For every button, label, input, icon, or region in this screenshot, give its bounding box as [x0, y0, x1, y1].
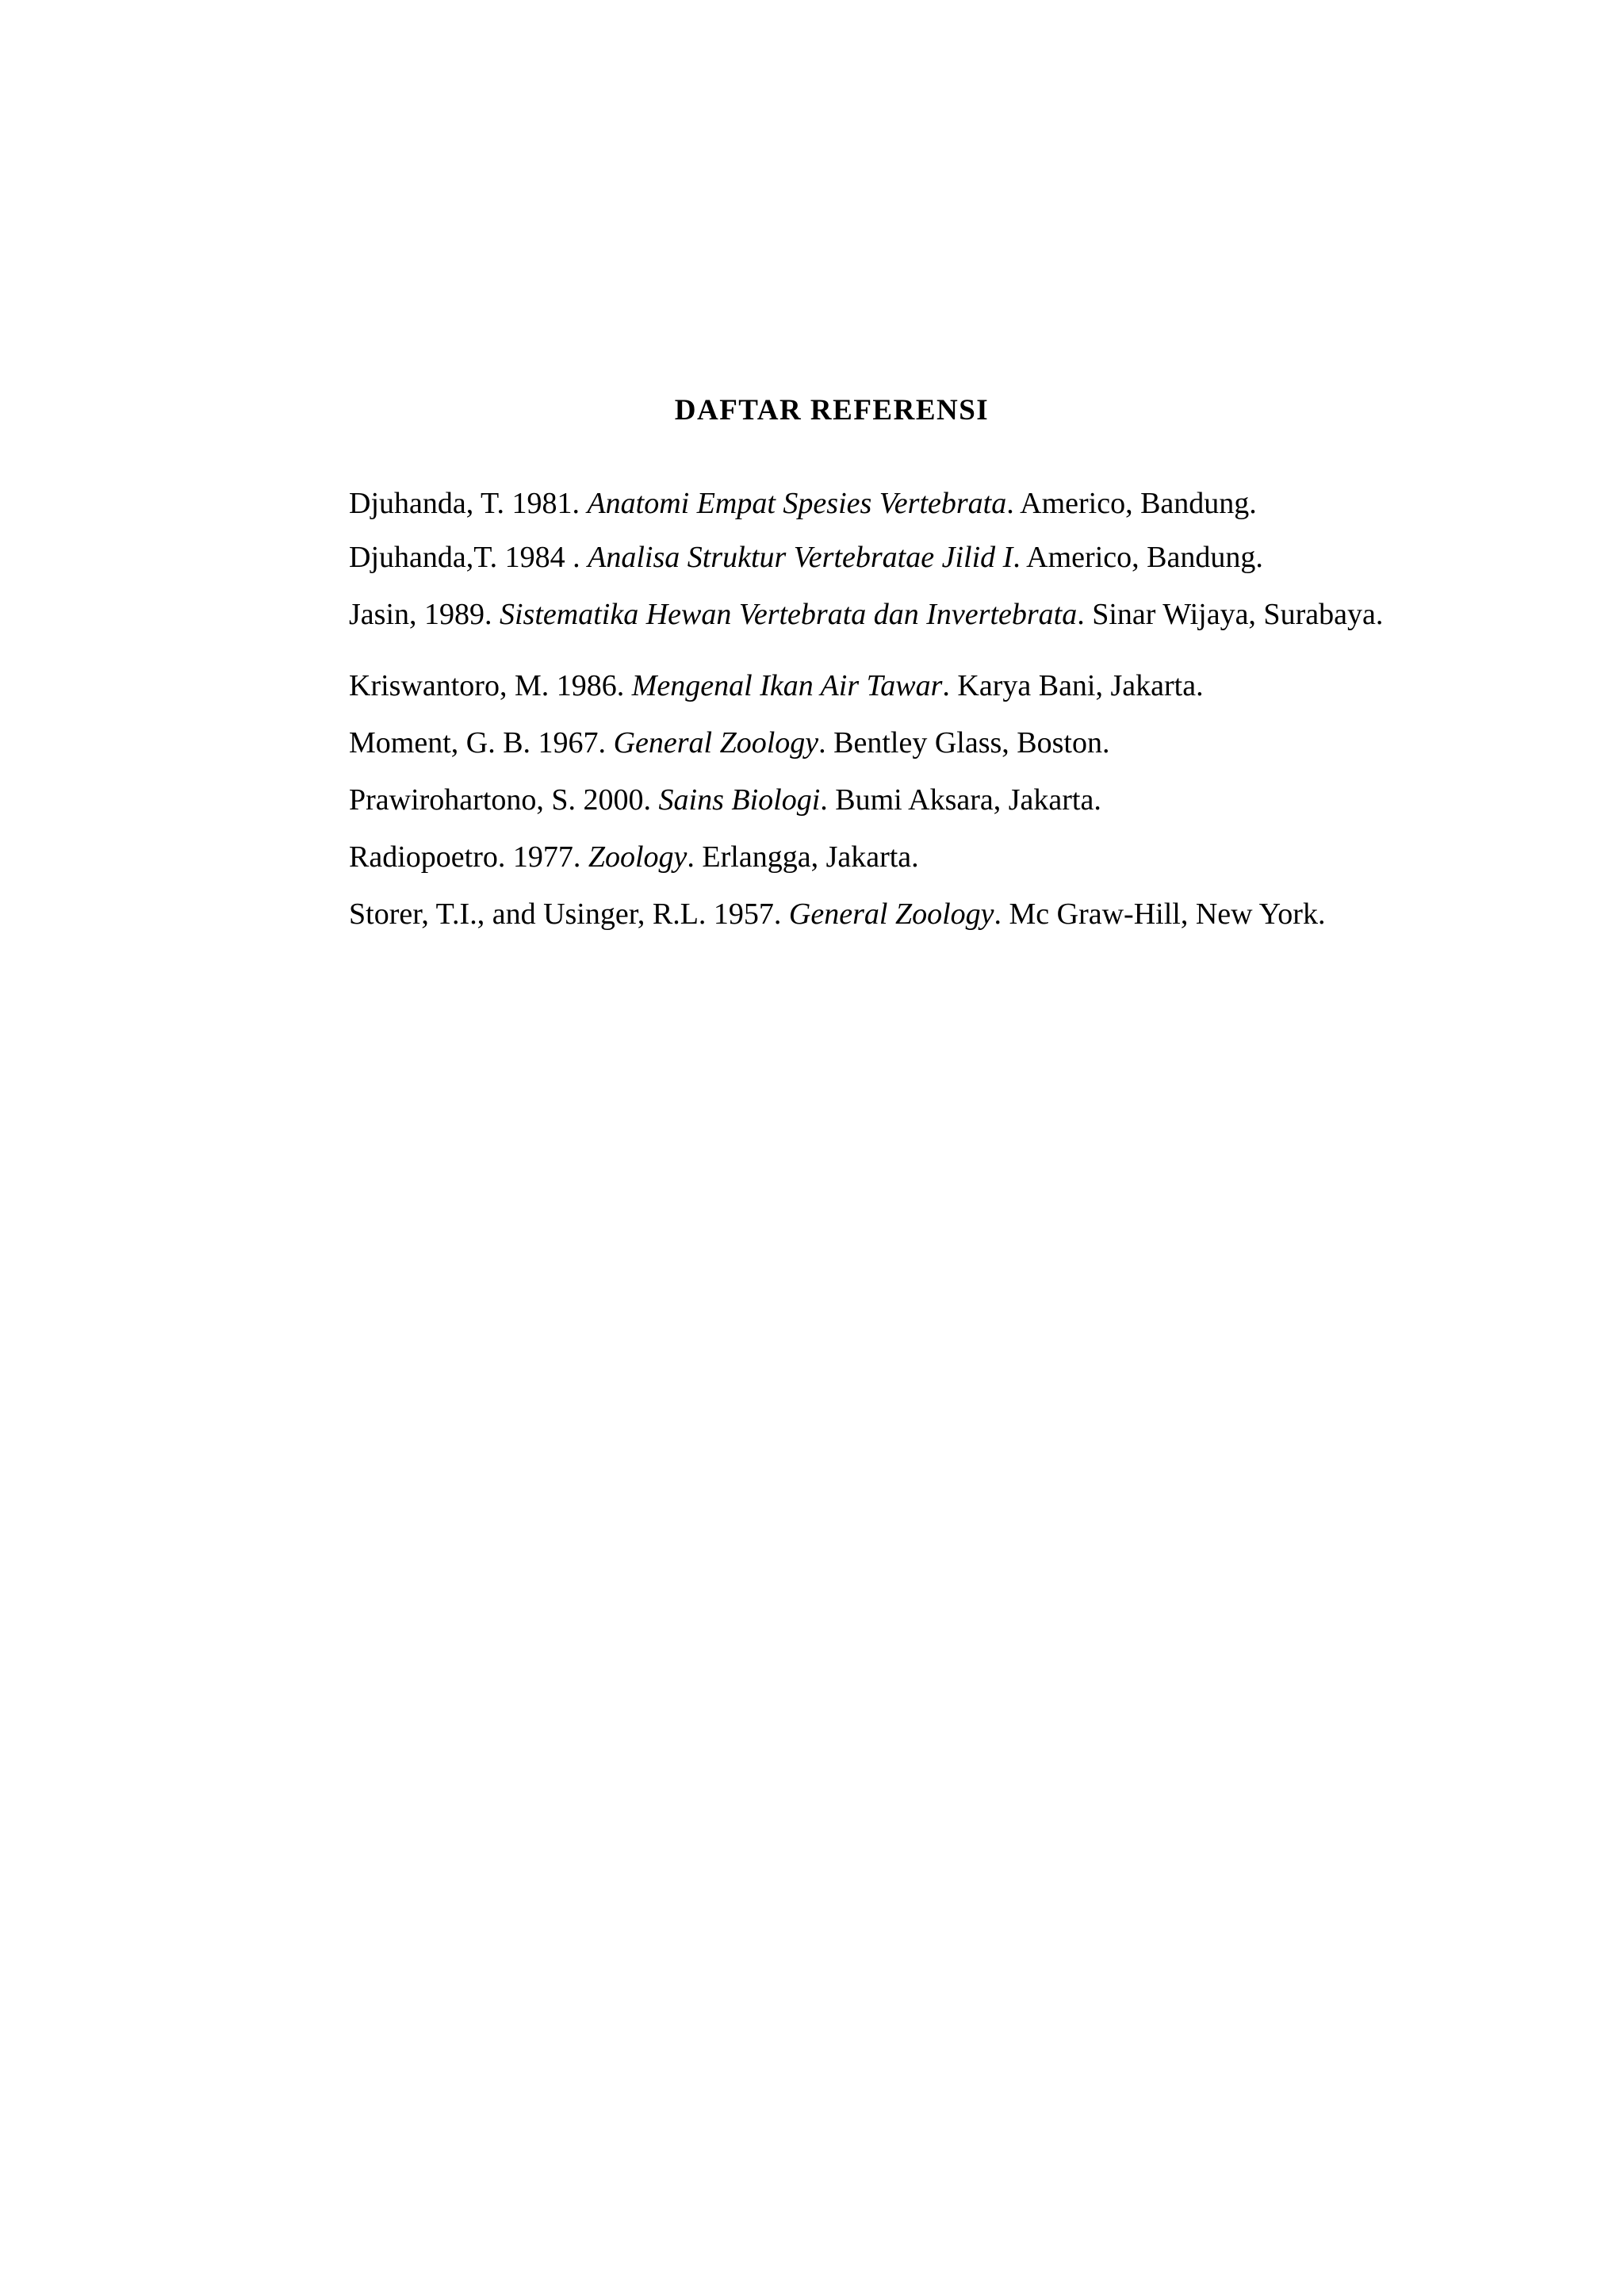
reference-item	[349, 668, 1538, 704]
reference-author-year: Storer, T.I., and Usinger, R.L. 1957.	[349, 897, 789, 931]
reference-item	[349, 725, 1538, 761]
reference-title: General Zoology	[613, 726, 819, 760]
reference-title: Sistematika Hewan Vertebrata dan Invertebrata	[500, 598, 1078, 631]
reference-title: Anatomi Empat Spesies Vertebrata	[587, 487, 1007, 520]
reference-publisher: . Bentley Glass, Boston.	[818, 726, 1110, 760]
reference-publisher: . Karya Bani, Jakarta.	[942, 669, 1204, 702]
reference-item	[349, 839, 1538, 875]
reference-title: Analisa Struktur Vertebratae Jilid I	[588, 541, 1013, 574]
reference-author-year: Moment, G. B. 1967.	[349, 726, 614, 760]
reference-publisher: . Americo, Bandung.	[1013, 541, 1263, 574]
reference-publisher: . Americo, Bandung.	[1006, 487, 1257, 520]
reference-item	[349, 596, 1507, 633]
reference-author-year: Djuhanda, T. 1981.	[349, 487, 588, 520]
reference-publisher: . Erlangga, Jakarta.	[687, 840, 919, 874]
reference-title: Mengenal Ikan Air Tawar	[631, 669, 943, 702]
reference-author-year: Jasin, 1989.	[349, 598, 500, 631]
page-title: DAFTAR REFERENSI	[674, 394, 990, 427]
reference-title: Sains Biologi	[658, 783, 821, 817]
reference-author-year: Prawirohartono, S. 2000.	[349, 783, 659, 817]
reference-publisher: . Mc Graw-Hill, New York.	[994, 897, 1326, 931]
reference-title: General Zoology	[788, 897, 994, 931]
reference-author-year: Kriswantoro, M. 1986.	[349, 669, 632, 702]
reference-item	[349, 896, 1538, 932]
reference-item	[349, 539, 1538, 576]
reference-item	[349, 485, 1538, 522]
reference-item	[349, 782, 1538, 818]
reference-publisher: . Bumi Aksara, Jakarta.	[820, 783, 1101, 817]
reference-title: Zoology	[588, 840, 688, 874]
reference-list	[349, 485, 1538, 932]
reference-author-year: Radiopoetro. 1977.	[349, 840, 588, 874]
reference-publisher: . Sinar Wijaya, Surabaya.	[1077, 598, 1384, 631]
reference-author-year: Djuhanda,T. 1984 .	[349, 541, 588, 574]
